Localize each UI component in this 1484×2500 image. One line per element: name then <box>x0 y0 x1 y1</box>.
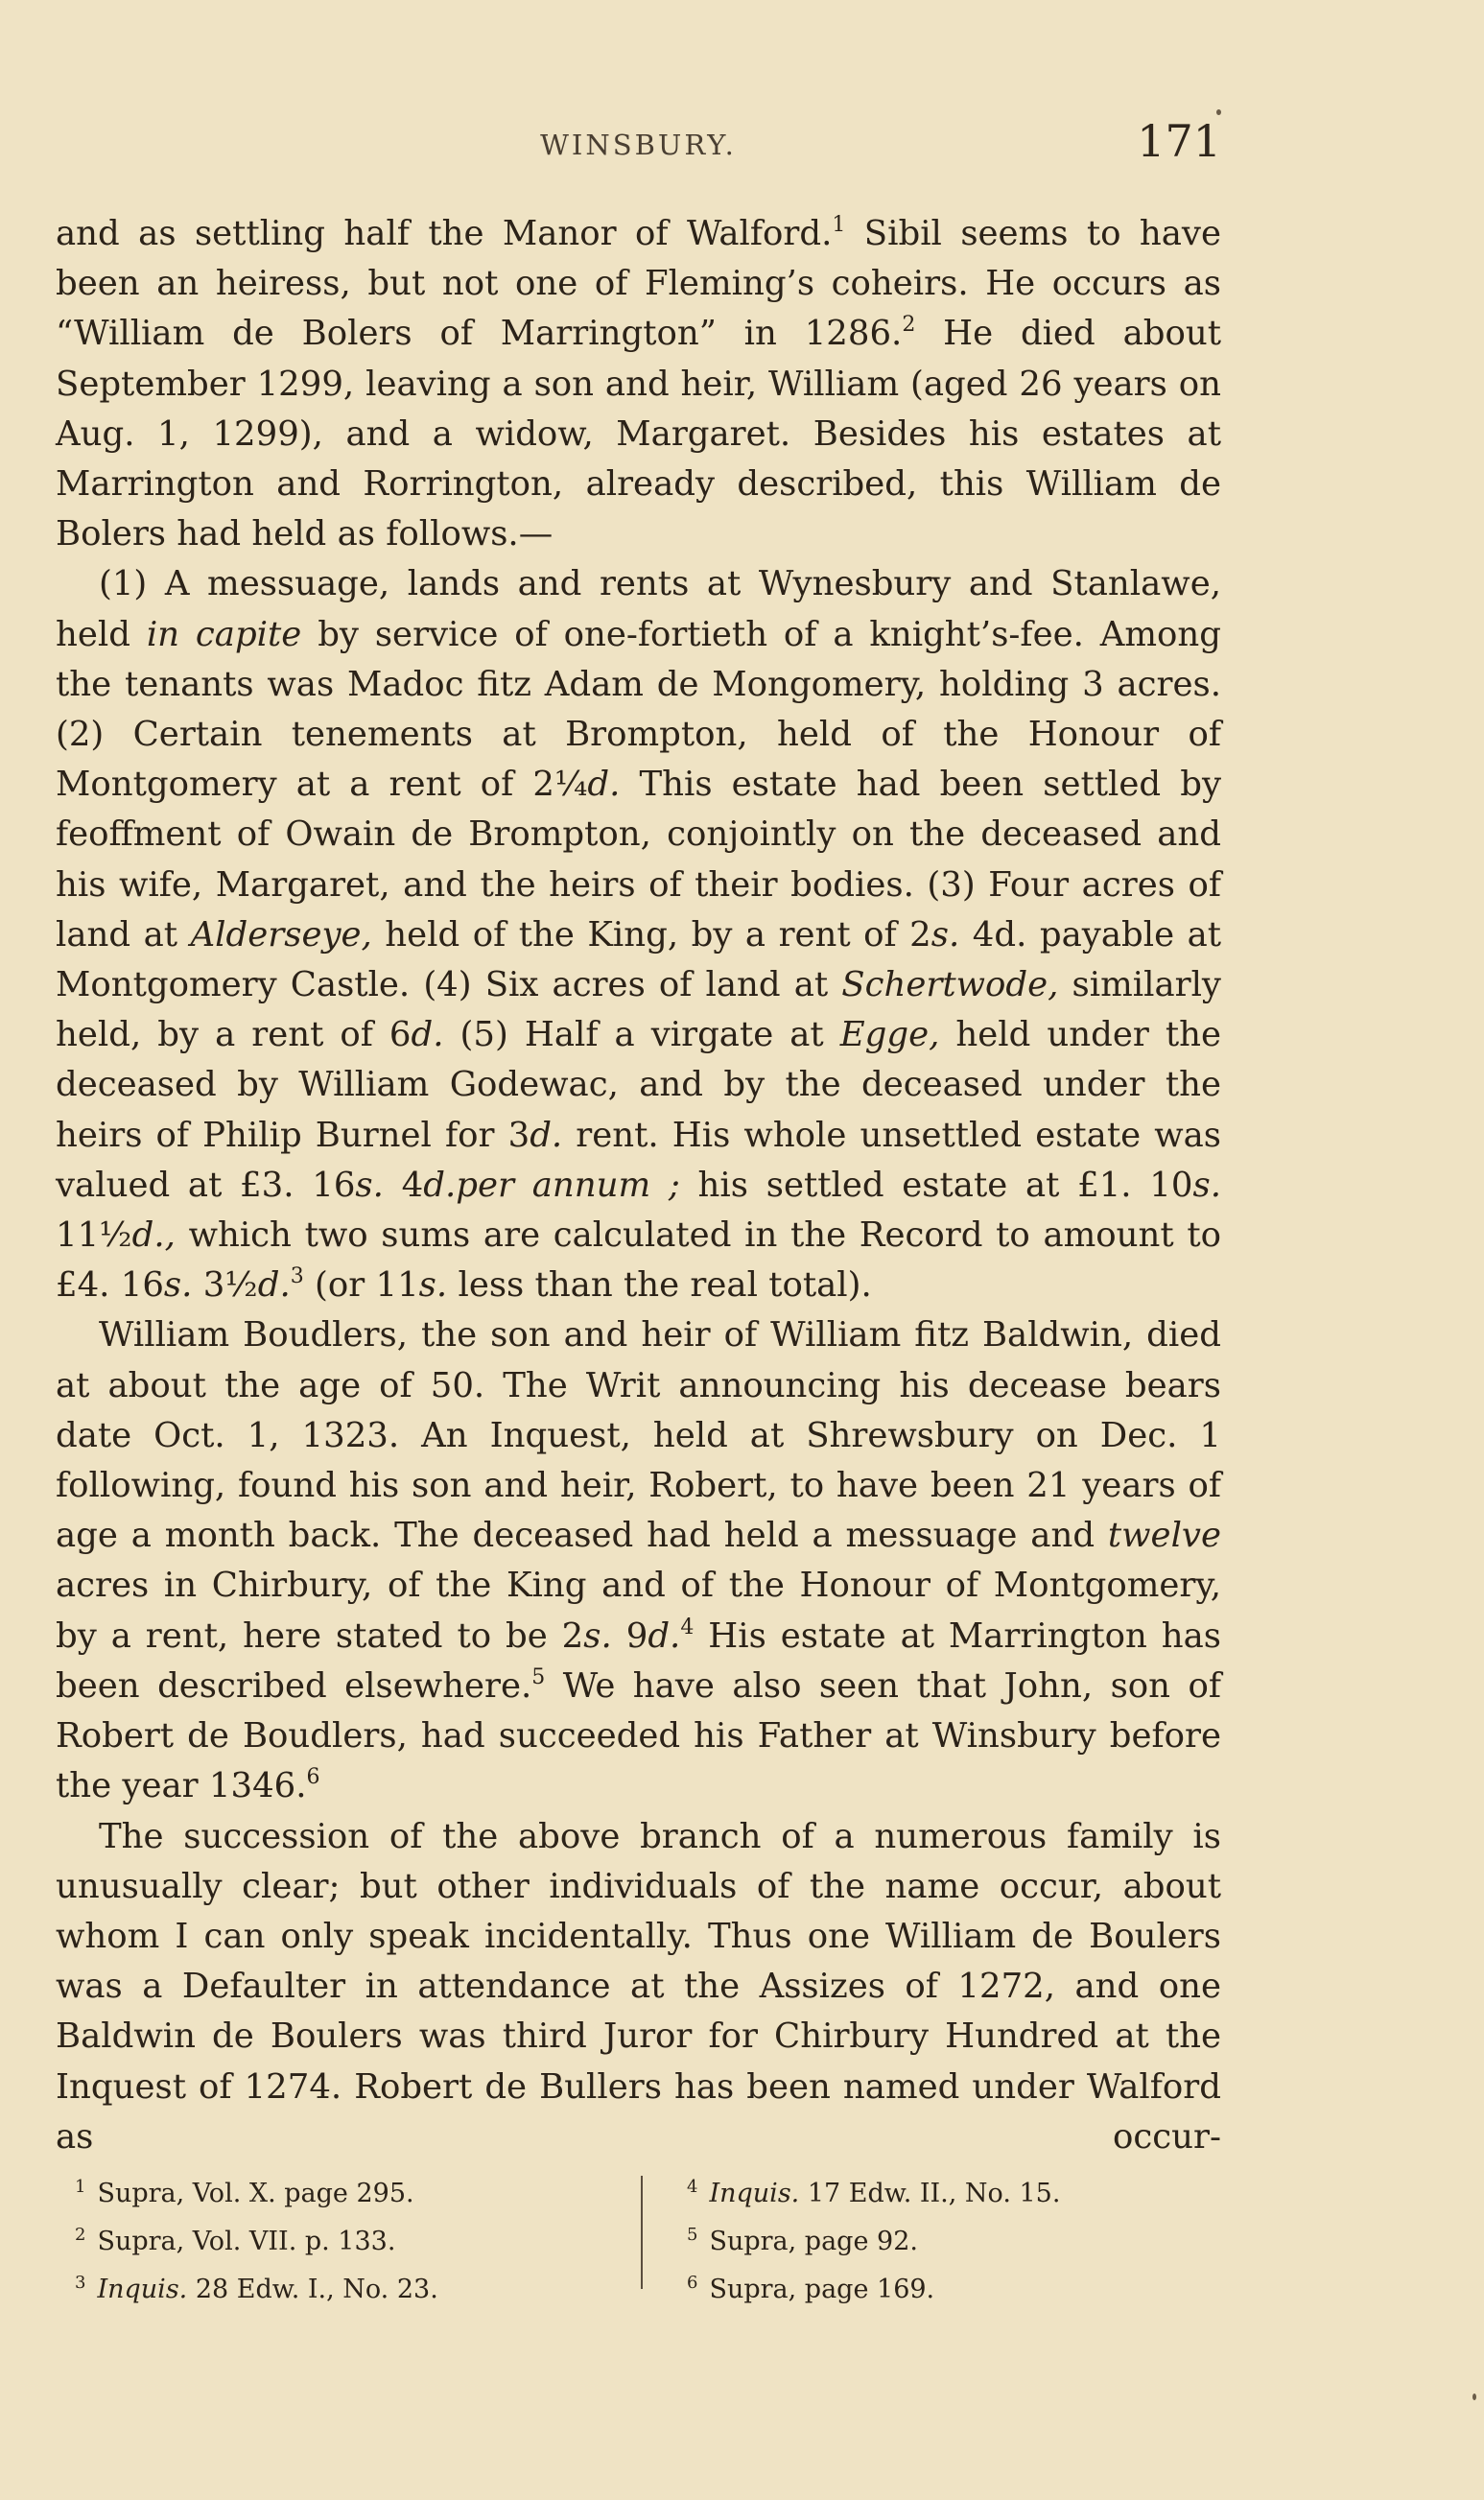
italic-text: d. <box>648 1616 681 1656</box>
footnotes <box>75 2166 1221 2304</box>
text-run: acres in Chirbury, of the King and of the Honour of Montgomery, by a rent, here stated to be 2 <box>56 1566 1221 1656</box>
paragraph <box>56 1812 1221 2162</box>
footnote-ref: 3 <box>290 1264 304 1289</box>
footnote-text: 17 Edw. II., No. 15. <box>799 2179 1061 2208</box>
footnote-mark: 5 <box>687 2225 698 2245</box>
italic-text: Schertwode, <box>841 965 1059 1005</box>
footnote-italic: Inquis. <box>709 2179 800 2208</box>
footnote <box>687 2262 1224 2310</box>
text-run: held under the deceased by William Godewac, and by the deceased under the heirs of Philip Burnel for 3 <box>56 1015 1222 1155</box>
footnote-text: 28 Edw. I., No. 23. <box>187 2275 438 2304</box>
text-run: his settled estate at £1. 10 <box>679 1165 1193 1205</box>
text-run: 9 <box>611 1616 648 1656</box>
footnote-ref: 1 <box>832 213 846 237</box>
running-title: WINSBURY. <box>540 129 737 161</box>
italic-text: s. <box>163 1265 193 1306</box>
italic-text: Alderseye, <box>190 914 372 955</box>
italic-text: d. <box>411 1015 444 1055</box>
text-run: which two sums are calculated in the Record to amount to £4. 16 <box>56 1215 1221 1306</box>
italic-text: d. <box>257 1265 291 1306</box>
footnote-ref: 4 <box>680 1615 695 1639</box>
text-run: similarly held, by a rent of 6 <box>56 965 1221 1055</box>
text-run: 4d. payable at Montgomery Castle. (4) Six acres of land at <box>56 914 1222 1005</box>
italic-text: s. <box>1192 1165 1221 1205</box>
text-run: held of the King, by a rent of 2 <box>371 914 931 955</box>
footnote-text: Supra, Vol. X. page 295. <box>97 2179 414 2208</box>
paragraph <box>56 1310 1221 1811</box>
italic-text: s. <box>930 914 960 955</box>
italic-text: d. <box>530 1115 563 1155</box>
text-run: 11½ <box>56 1215 132 1256</box>
text-run: The succession of the above branch of a numerous family is unusually clear; but other individuals of the name occur, about whom I can only speak incidentally. Thus one William de Boulers was a Defaulter in attendance at the Assizes of 1272, and one Baldwin de Boulers was third Juror for Chirbury Hundred at the Inquest of 1274. Robert de Bullers has been named under Walford as occur- <box>56 1816 1221 2157</box>
footnote <box>75 2214 631 2262</box>
footnote-mark: 2 <box>75 2225 86 2245</box>
italic-text: twelve <box>1107 1516 1221 1556</box>
page-number: 171 <box>1137 115 1221 167</box>
footnote-divider <box>641 2176 643 2289</box>
italic-text: d. <box>587 765 621 805</box>
paragraph <box>56 559 1221 1310</box>
text-run: (or 11 <box>303 1265 419 1306</box>
text-run: (5) Half a virgate at <box>443 1015 840 1055</box>
text-run: 4 <box>383 1165 424 1205</box>
text-run: 3½ <box>192 1265 258 1306</box>
body-text <box>56 209 1221 2162</box>
footnote-ref: 6 <box>306 1765 320 1790</box>
footnote <box>75 2166 631 2214</box>
text-run: He died about September 1299, leaving a son and heir, William (aged 26 years on Aug. 1, 1299), and a widow, Margaret. Besides his estates at Marrington and Rorrington, already described, this William de Bolers had held as follows.— <box>56 314 1221 554</box>
footnote-mark: 4 <box>687 2177 698 2197</box>
footnote-mark: 1 <box>75 2177 86 2197</box>
paragraph <box>56 209 1221 559</box>
paper-speck <box>1216 109 1221 115</box>
text-run: Sibil seems to have been an heiress, but not one of Fleming’s coheirs. He occurs as “William de Bolers of Marrington” in 1286. <box>56 214 1221 354</box>
footnote-ref: 2 <box>902 313 916 338</box>
text-run: This estate had been settled by feoffment of Owain de Brompton, conjointly on the deceased and his wife, Margaret, and the heirs of their bodies. (3) Four acres of land at <box>56 765 1221 955</box>
footnote <box>687 2214 1224 2262</box>
italic-text: d., <box>131 1215 176 1256</box>
text-run: and as settling half the Manor of Walford. <box>56 214 833 253</box>
italic-text: s. <box>583 1616 612 1656</box>
text-run: by service of one-fortieth of a knight’s-fee. Among the tenants was Madoc fitz Adam de Mongomery, holding 3 acres. (2) Certain tenements at Brompton, held of the Honour of Montgomery at a rent of 2¼ <box>56 614 1221 805</box>
footnote-italic: Inquis. <box>97 2275 188 2304</box>
footnotes-right-column <box>687 2166 1224 2310</box>
text-run: (1) A messuage, lands and rents at Wynesbury and Stanlawe, held <box>56 564 1221 654</box>
text-run: His estate at Marrington has been described elsewhere. <box>56 1616 1221 1706</box>
footnote-text: Supra, Vol. VII. p. 133. <box>97 2227 396 2256</box>
footnote-text: Supra, page 169. <box>709 2275 935 2304</box>
text-run: We have also seen that John, son of Robert de Boudlers, had succeeded his Father at Winsbury before the year 1346. <box>56 1665 1221 1806</box>
footnote-mark: 6 <box>687 2273 698 2293</box>
italic-text: s. <box>355 1165 384 1205</box>
italic-text: Egge, <box>839 1015 940 1055</box>
italic-text: in capite <box>146 614 302 654</box>
footnote-text: Supra, page 92. <box>709 2227 918 2256</box>
footnote <box>687 2166 1224 2214</box>
italic-text: d.per annum ; <box>423 1165 680 1205</box>
text-run: less than the real total). <box>447 1265 872 1306</box>
text-run: William Boudlers, the son and heir of William fitz Baldwin, died at about the age of 50. The Writ announcing his decease bears date Oct. 1, 1323. An Inquest, held at Shrewsbury on Dec. 1 following, found his son and heir, Robert, to have been 21 years of age a month back. The deceased had held a messuage and <box>56 1315 1221 1556</box>
paper-speck <box>1472 2394 1476 2400</box>
footnote <box>75 2262 631 2310</box>
footnote-mark: 3 <box>75 2273 86 2293</box>
text-run: rent. His whole unsettled estate was valued at £3. 16 <box>56 1115 1221 1205</box>
footnote-ref: 5 <box>531 1664 546 1689</box>
page-header <box>56 115 1221 182</box>
italic-text: s. <box>418 1265 448 1306</box>
footnotes-left-column <box>75 2166 631 2310</box>
